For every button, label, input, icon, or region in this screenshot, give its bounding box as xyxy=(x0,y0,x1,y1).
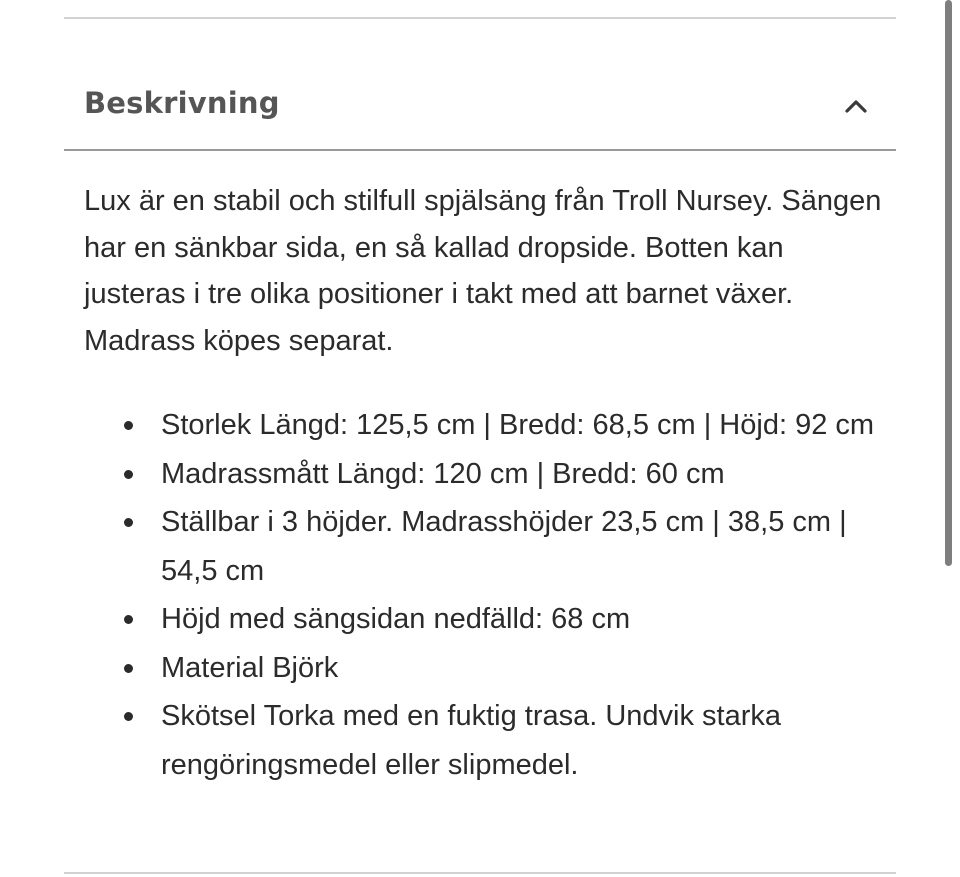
spec-text: Skötsel Torka med en fuktig trasa. Undvik starka rengöringsmedel eller slipmedel. xyxy=(161,700,782,781)
product-description: Lux är en stabil och stilfull spjälsäng från Troll Nursey. Sängen har en sänkbar sida, en så kallad dropside. Botten kan justeras i tre olika positioner i takt med att barnet växer. Madrass köpes separat. xyxy=(84,185,882,357)
spec-item-skotsel xyxy=(84,692,899,789)
chevron-up-icon[interactable] xyxy=(844,94,868,118)
top-divider xyxy=(64,17,896,19)
vertical-scrollbar[interactable] xyxy=(945,0,952,566)
bullet-icon xyxy=(124,615,133,624)
spec-list xyxy=(84,401,899,789)
spec-text: Madrassmått Längd: 120 cm | Bredd: 60 cm xyxy=(161,457,725,490)
spec-text: Höjd med sängsidan nedfälld: 68 cm xyxy=(161,603,631,635)
accordion-header-beskrivning[interactable] xyxy=(64,60,896,148)
bottom-divider xyxy=(64,872,896,874)
bullet-icon xyxy=(124,712,133,721)
spec-text: Ställbar i 3 höjder. Madrasshöjder 23,5 cm | 38,5 cm | 54,5 cm xyxy=(161,506,847,587)
header-divider xyxy=(64,149,896,151)
spec-item-stallbar xyxy=(84,498,899,595)
bullet-icon xyxy=(124,664,133,673)
bullet-icon xyxy=(124,421,133,430)
bullet-icon xyxy=(124,470,133,479)
spec-item-material xyxy=(84,644,899,693)
spec-item-storlek xyxy=(84,401,899,450)
bullet-icon xyxy=(124,518,133,527)
spec-item-hojd-nedfalld xyxy=(84,595,899,644)
spec-text: Storlek Längd: 125,5 cm | Bredd: 68,5 cm | Höjd: 92 cm xyxy=(161,409,875,441)
accordion-title: Beskrivning xyxy=(84,86,280,120)
spec-item-madrassmatt xyxy=(84,450,899,499)
spec-text: Material Björk xyxy=(161,651,339,684)
